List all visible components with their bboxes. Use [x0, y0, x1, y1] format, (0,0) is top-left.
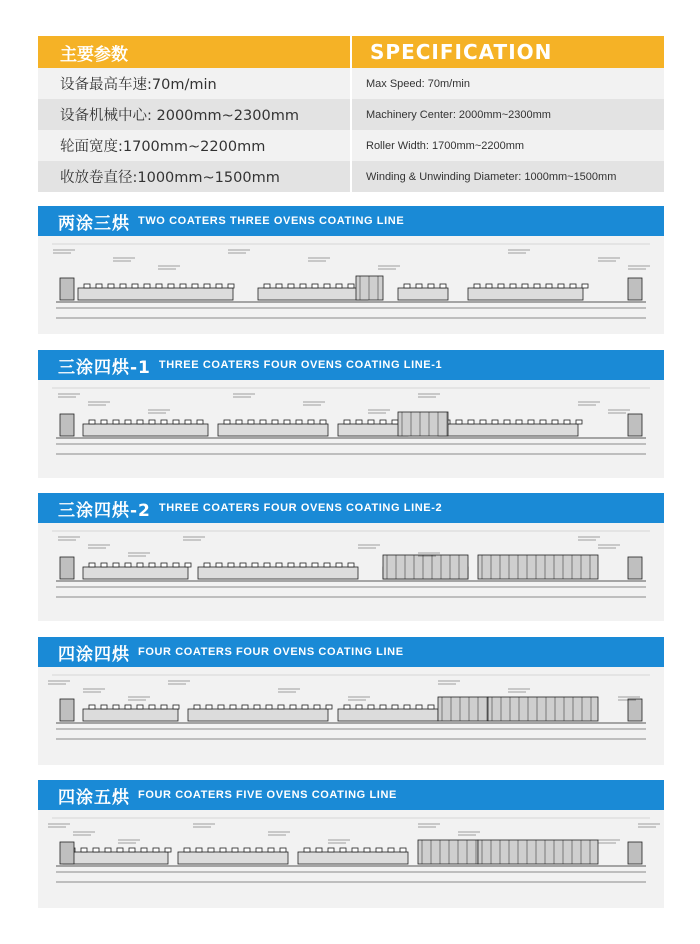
- line-diagram: [38, 236, 664, 334]
- coating-line-section: [38, 206, 664, 334]
- section-header: [38, 493, 664, 523]
- spec-en: Winding & Unwinding Diameter: 1000mm~1500mm: [352, 161, 664, 192]
- spec-header-cn: 主要参数: [38, 36, 350, 68]
- section-header: [38, 350, 664, 380]
- spec-row: [38, 161, 664, 192]
- section-title-en: FOUR COATERS FIVE OVENS COATING LINE: [138, 789, 397, 801]
- section-header: [38, 637, 664, 667]
- line-diagram: [38, 667, 664, 765]
- section-title-cn: 两涂三烘: [58, 213, 130, 234]
- specification-table: [38, 36, 664, 192]
- section-title-cn: 四涂五烘: [58, 787, 130, 808]
- section-title-cn: 三涂四烘-1: [58, 357, 151, 378]
- spec-en: Max Speed: 70m/min: [352, 68, 664, 99]
- machine-line-drawing: [38, 236, 664, 334]
- spec-cn: 收放卷直径:1000mm~1500mm: [38, 161, 350, 192]
- line-diagram: [38, 380, 664, 478]
- spec-cn: 设备最高车速:70m/min: [38, 68, 350, 99]
- section-title-en: FOUR COATERS FOUR OVENS COATING LINE: [138, 646, 404, 658]
- spec-cn: 设备机械中心: 2000mm~2300mm: [38, 99, 350, 130]
- section-title-cn: 四涂四烘: [58, 644, 130, 665]
- spec-row: [38, 68, 664, 99]
- machine-line-drawing: [38, 667, 664, 765]
- section-title-cn: 三涂四烘-2: [58, 500, 151, 521]
- coating-line-section: [38, 637, 664, 765]
- spec-row: [38, 130, 664, 161]
- spec-cn: 轮面宽度:1700mm~2200mm: [38, 130, 350, 161]
- line-diagram: [38, 810, 664, 908]
- machine-line-drawing: [38, 380, 664, 478]
- spec-en: Roller Width: 1700mm~2200mm: [352, 130, 664, 161]
- section-header: [38, 206, 664, 236]
- spec-header-en: SPECIFICATION: [352, 36, 664, 68]
- section-header: [38, 780, 664, 810]
- coating-line-section: [38, 350, 664, 478]
- spec-header: [38, 36, 664, 68]
- line-diagram: [38, 523, 664, 621]
- spec-en: Machinery Center: 2000mm~2300mm: [352, 99, 664, 130]
- coating-line-section: [38, 493, 664, 621]
- machine-line-drawing: [38, 810, 664, 908]
- section-title-en: TWO COATERS THREE OVENS COATING LINE: [138, 215, 405, 227]
- section-title-en: THREE COATERS FOUR OVENS COATING LINE-1: [158, 359, 443, 371]
- spec-row: [38, 99, 664, 130]
- section-title-en: THREE COATERS FOUR OVENS COATING LINE-2: [158, 502, 443, 514]
- machine-line-drawing: [38, 523, 664, 621]
- coating-line-section: [38, 780, 664, 908]
